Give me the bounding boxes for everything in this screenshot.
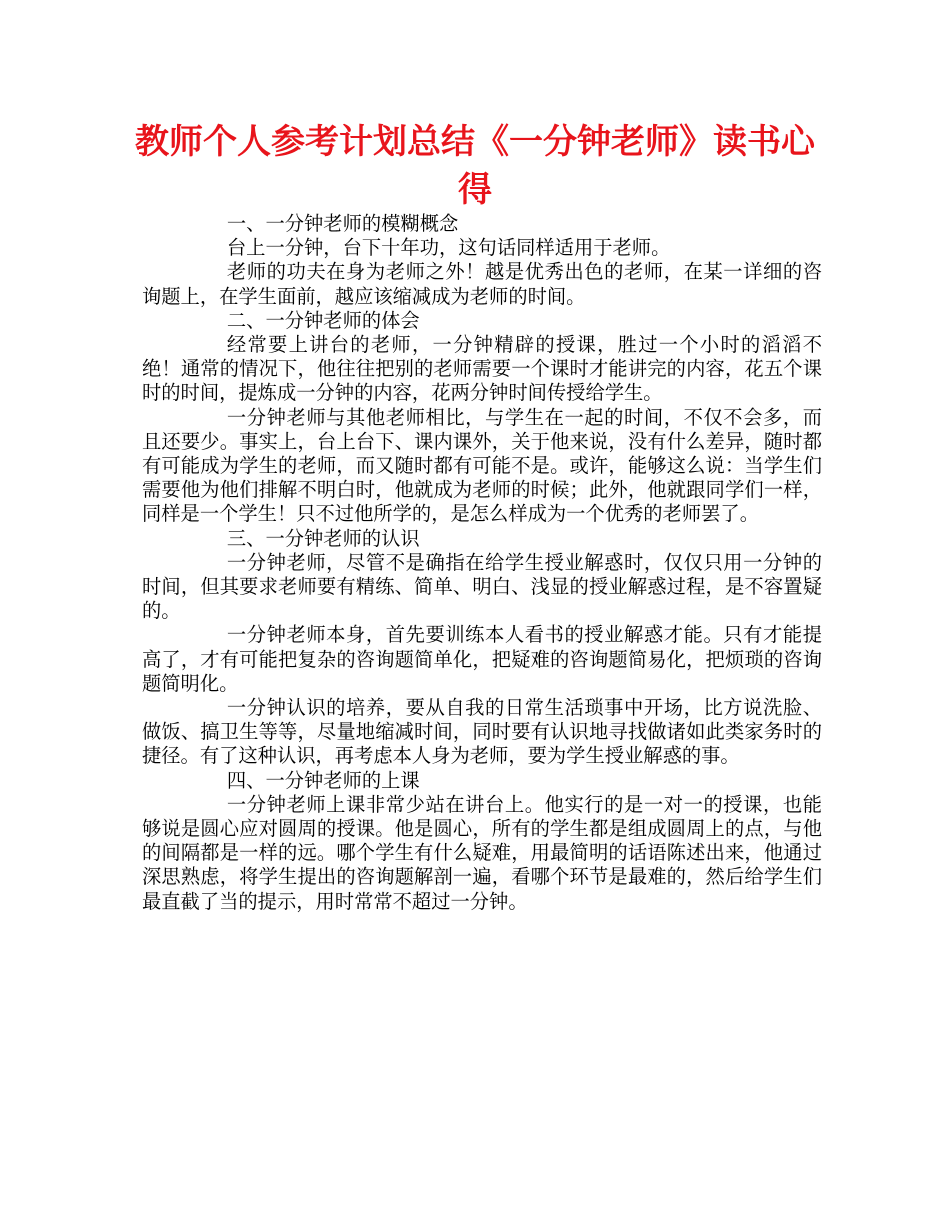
paragraph: 一分钟老师，尽管不是确指在给学生授业解惑时，仅仅只用一分钟的时间，但其要求老师要有精练、简单、明白、浅显的授业解惑过程，是不容置疑的。 [142,550,822,623]
paragraph: 经常要上讲台的老师，一分钟精辟的授课，胜过一个小时的滔滔不绝！通常的情况下，他往往把别的老师需要一个课时才能讲完的内容，花五个课时的时间，提炼成一分钟的内容，花两分钟时间传授给学生。 [142,333,822,405]
section-heading-4: 四、一分钟老师的上课 [226,768,420,792]
section-heading-2: 二、一分钟老师的体会 [226,308,420,332]
paragraph: 一分钟老师与其他老师相比，与学生在一起的时间，不仅不会多，而且还要少。事实上，台上台下、课内课外，关于他来说，没有什么差异，随时都有可能成为学生的老师，而又随时都有可能不是。或许，能够这么说：当学生们需要他为他们排解不明白时，他就成为老师的时候；此外，他就跟同学们一样，同样是一个学生！只不过他所学的，是怎么样成为一个优秀的老师罢了。 [142,405,822,526]
section-heading-3: 三、一分钟老师的认识 [226,526,420,550]
document-title: 教师个人参考计划总结《一分钟老师》读书心得 [135,122,815,210]
document-body [142,212,822,914]
section-heading-1: 一、一分钟老师的模糊概念 [226,212,459,235]
paragraph: 老师的功夫在身为老师之外！越是优秀出色的老师，在某一详细的咨询题上，在学生面前，越应该缩减成为老师的时间。 [142,260,822,308]
paragraph: 一分钟认识的培养，要从自我的日常生活琐事中开场，比方说洗脸、做饭、搞卫生等等，尽量地缩减时间，同时要有认识地寻找做诸如此类家务时的捷径。有了这种认识，再考虑本人身为老师，要为学生授业解惑的事。 [142,696,822,768]
paragraph: 一分钟老师本身，首先要训练本人看书的授业解惑才能。只有才能提高了，才有可能把复杂的咨询题简单化，把疑难的咨询题简易化，把烦琐的咨询题简明化。 [142,623,822,695]
paragraph: 一分钟老师上课非常少站在讲台上。他实行的是一对一的授课，也能够说是圆心应对圆周的授课。他是圆心，所有的学生都是组成圆周上的点，与他的间隔都是一样的远。哪个学生有什么疑难，用最简明的话语陈述出来，他通过深思熟虑，将学生提出的咨询题解剖一遍，看哪个环节是最难的，然后给学生们最直截了当的提示，用时常常不超过一分钟。 [142,792,822,913]
paragraph: 台上一分钟，台下十年功，这句话同样适用于老师。 [226,236,671,260]
